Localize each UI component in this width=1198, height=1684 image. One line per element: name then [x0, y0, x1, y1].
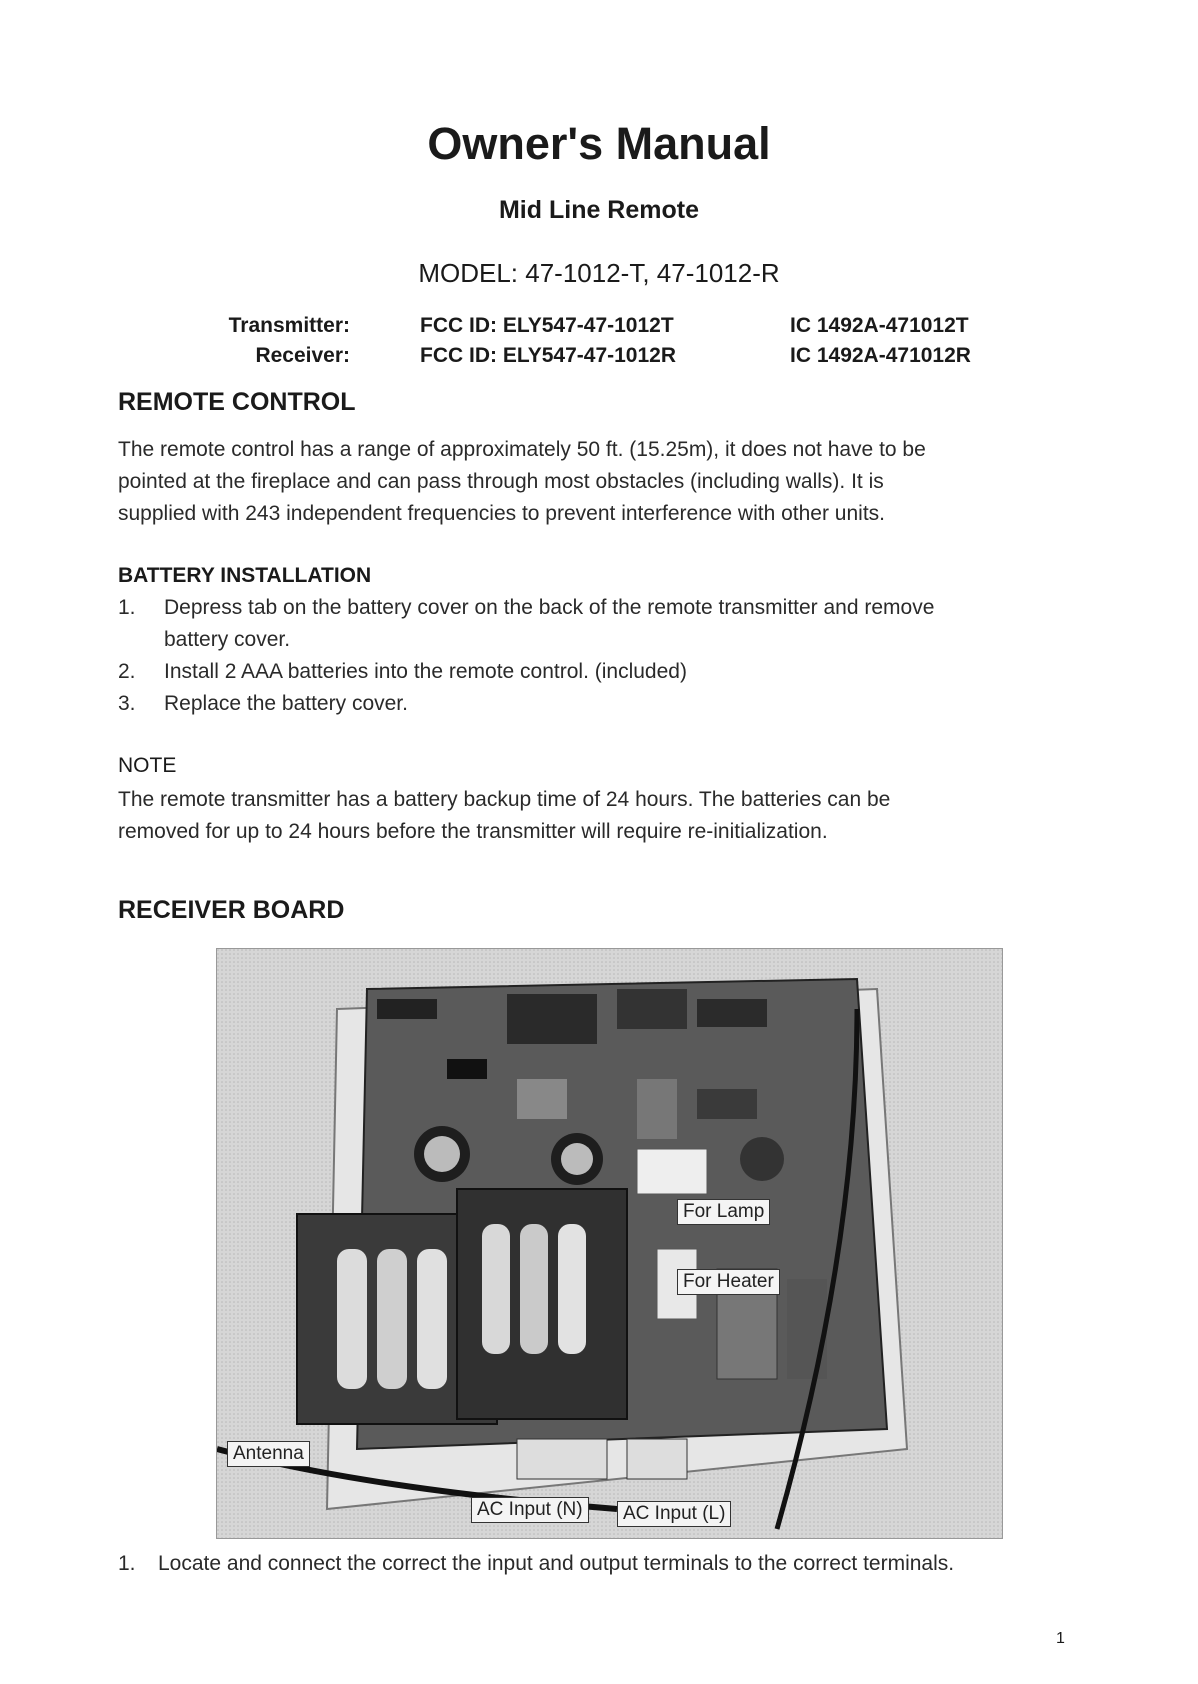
list-item: [118, 1548, 1118, 1580]
ic-id: IC 1492A-471012R: [790, 344, 971, 367]
text-line: Install 2 AAA batteries into the remote control. (included): [164, 660, 687, 683]
list-item: [118, 656, 1078, 688]
model-number: MODEL: 47-1012-T, 47-1012-R: [418, 258, 780, 288]
label-ac-input-n: AC Input (N): [471, 1497, 589, 1523]
text-line: Replace the battery cover.: [164, 692, 408, 715]
text-line: The remote transmitter has a battery backup time of 24 hours. The batteries can be: [118, 788, 891, 811]
page-number: 1: [1056, 1630, 1065, 1647]
text-line: removed for up to 24 hours before the transmitter will require re-initialization.: [118, 820, 828, 843]
page-title: Owner's Manual: [427, 118, 771, 169]
subheading-battery-installation: BATTERY INSTALLATION: [118, 564, 372, 587]
list-number: 1.: [118, 1552, 136, 1575]
section-heading-receiver-board: RECEIVER BOARD: [118, 896, 345, 924]
circuit-board-image: [217, 949, 1002, 1538]
fcc-label: Transmitter:: [228, 314, 350, 337]
section-heading-remote-control: REMOTE CONTROL: [118, 388, 356, 416]
list-item: [118, 688, 1078, 720]
step-text: Locate and connect the correct the input and output terminals to the correct terminals.: [158, 1552, 955, 1575]
ic-id: IC 1492A-471012T: [790, 314, 969, 337]
list-item: [118, 592, 1078, 656]
label-for-lamp: For Lamp: [677, 1199, 770, 1225]
list-number: 2.: [118, 660, 136, 683]
subheading-note: NOTE: [118, 754, 177, 777]
note-paragraph: [118, 784, 1078, 848]
fcc-row-transmitter: [0, 314, 1198, 342]
fcc-label: Receiver:: [255, 344, 350, 367]
label-antenna: Antenna: [227, 1441, 310, 1467]
label-ac-input-l: AC Input (L): [617, 1501, 731, 1527]
text-line: Depress tab on the battery cover on the back of the remote transmitter and remove: [164, 596, 935, 619]
remote-control-paragraph: [118, 434, 1078, 530]
label-for-heater: For Heater: [677, 1269, 780, 1295]
list-number: 3.: [118, 692, 136, 715]
text-line: supplied with 243 independent frequencies to prevent interference with other units.: [118, 502, 885, 525]
text-line: pointed at the fireplace and can pass through most obstacles (including walls). It is: [118, 470, 884, 493]
receiver-board-photo: [216, 948, 1003, 1539]
fcc-id: FCC ID: ELY547-47-1012T: [420, 314, 674, 337]
text-line: battery cover.: [164, 628, 291, 651]
product-subtitle: Mid Line Remote: [498, 196, 699, 224]
fcc-id: FCC ID: ELY547-47-1012R: [420, 344, 676, 367]
list-number: 1.: [118, 596, 136, 619]
text-line: The remote control has a range of approximately 50 ft. (15.25m), it does not have to be: [118, 438, 926, 461]
fcc-row-receiver: [0, 344, 1198, 372]
